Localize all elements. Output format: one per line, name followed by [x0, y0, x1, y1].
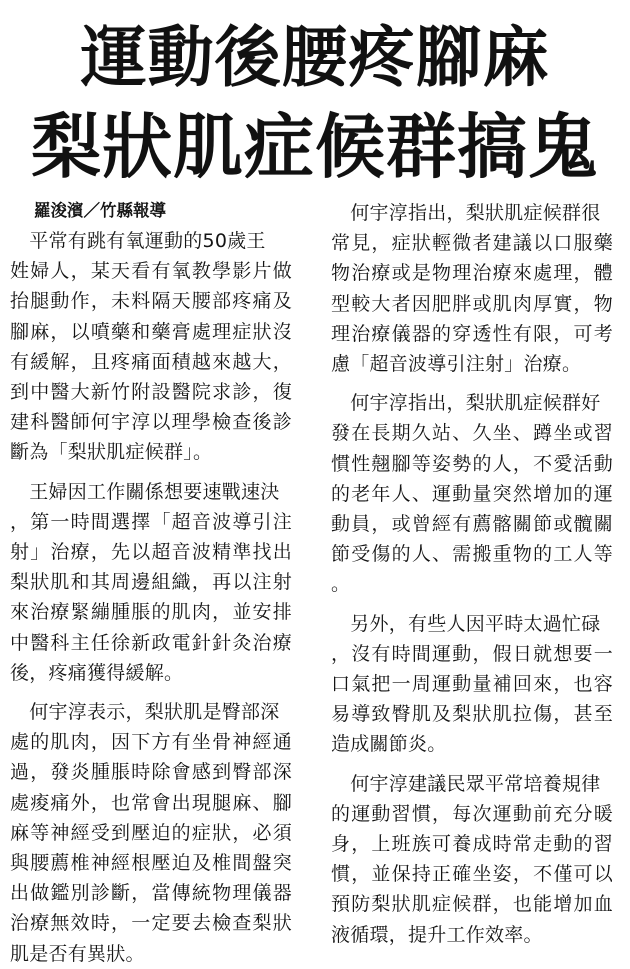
paragraph-line: 有緩解，且疼痛面積越來越大， — [10, 350, 292, 373]
paragraph-line: 處的肌肉，因下方有坐骨神經通 — [10, 731, 292, 754]
paragraph — [331, 388, 613, 599]
article-column-right — [331, 198, 613, 950]
paragraph-line: 身，上班族可養成時常走動的習 — [331, 833, 613, 856]
paragraph-line: 出做鑑別診斷，當傳統物理儀器 — [10, 882, 292, 905]
paragraph — [331, 609, 613, 760]
paragraph-line: 慣，並保持正確坐姿，不僅可以 — [331, 863, 613, 886]
paragraph-line: 腳麻，以噴藥和藥膏處理症狀沒 — [10, 320, 292, 343]
paragraph-gap — [331, 379, 613, 388]
paragraph-line: 何宇淳指出，梨狀肌症候群很 — [331, 202, 601, 224]
paragraph-gap — [331, 760, 613, 769]
paragraph-line: 王婦因工作關係想要速戰速決 — [10, 480, 280, 503]
paragraph-line: 抬腿動作，未料隔天腰部疼痛及 — [10, 290, 292, 313]
paragraph — [10, 226, 292, 468]
paragraph-line: 治療無效時，一定要去檢查梨狀 — [10, 912, 292, 935]
paragraph-line: 麻等神經受到壓迫的症狀，必須 — [10, 821, 292, 844]
paragraph-line: 後，疼痛獲得緩解。 — [10, 661, 184, 684]
paragraph-line: 射」治療，先以超音波精準找出 — [10, 541, 292, 564]
paragraph-line: 何宇淳表示，梨狀肌是臀部深 — [10, 701, 280, 724]
paragraph-line: 過，發炎腫脹時除會感到臀部深 — [10, 761, 292, 784]
byline: 羅浚濱／竹縣報導 — [34, 201, 166, 220]
paragraph-line: 來治療緊繃腫脹的肌肉，並安排 — [10, 601, 292, 624]
paragraph-line: 與腰薦椎神經根壓迫及椎間盤突 — [10, 852, 292, 875]
paragraph-line: 型較大者因肥胖或肌肉厚實，物 — [331, 292, 613, 315]
paragraph-gap — [10, 468, 292, 477]
paragraph-line: 液循環，提升工作效率。 — [331, 923, 543, 946]
paragraph-line: 到中醫大新竹附設醫院求診，復 — [10, 381, 292, 404]
paragraph-line: 平常有跳有氧運動的50歲王 — [10, 230, 266, 252]
paragraph-line: 慣性翹腳等姿勢的人，不愛活動 — [331, 452, 613, 475]
paragraph-line: 肌是否有異狀。 — [10, 942, 145, 965]
paragraph-line: 姓婦人，某天看有氧教學影片做 — [10, 260, 292, 283]
paragraph-line: 發在長期久站、久坐、蹲坐或習 — [331, 422, 613, 445]
paragraph-line: 何宇淳建議民眾平常培養規律 — [331, 772, 601, 795]
paragraph-line: 中醫科主任徐新政電針針灸治療 — [10, 631, 292, 654]
paragraph — [331, 198, 613, 379]
paragraph — [10, 477, 292, 688]
paragraph — [331, 769, 613, 950]
paragraph-line: 口氣把一周運動量補回來，也容 — [331, 673, 613, 696]
paragraph-line: 理治療儀器的穿透性有限，可考 — [331, 322, 613, 345]
paragraph-line: 。 — [331, 573, 351, 596]
paragraph-line: ，沒有時間運動，假日就想要一 — [331, 642, 613, 665]
paragraph-line: 物治療或是物理治療來處理，體 — [331, 262, 613, 285]
paragraph-line: 另外，有些人因平時太過忙碌 — [331, 612, 601, 635]
paragraph-line: 建科醫師何宇淳以理學檢查後診 — [10, 411, 292, 434]
paragraph-gap — [10, 688, 292, 697]
paragraph-line: 斷為「梨狀肌症候群」。 — [10, 441, 213, 464]
paragraph-line: 預防梨狀肌症候群，也能增加血 — [331, 893, 613, 916]
headline-line-1: 運動後腰疼腳麻 — [80, 19, 550, 96]
paragraph-line: 慮「超音波導引注射」治療。 — [331, 353, 582, 376]
paragraph-line: 的老年人、運動量突然增加的運 — [331, 482, 613, 505]
paragraph-line: 易導致臀肌及梨狀肌拉傷，甚至 — [331, 703, 613, 726]
paragraph-gap — [331, 600, 613, 609]
paragraph-line: 梨狀肌和其周邊組織，再以注射 — [10, 571, 292, 594]
headline-line-2: 梨狀肌症候群搞鬼 — [31, 106, 599, 188]
paragraph-line: 處痠痛外，也常會出現腿麻、腳 — [10, 791, 292, 814]
article-column-left — [10, 198, 292, 969]
paragraph-line: 造成關節炎。 — [331, 733, 447, 756]
paragraph-line: 常見，症狀輕微者建議以口服藥 — [331, 232, 613, 255]
paragraph-line: ，第一時間選擇「超音波導引注 — [10, 510, 292, 533]
paragraph-line: 動員，或曾經有薦髂關節或髖關 — [331, 513, 613, 536]
paragraph-line: 節受傷的人、需搬重物的工人等 — [331, 543, 613, 566]
paragraph-line: 的運動習慣，每次運動前充分暖 — [331, 802, 613, 825]
paragraph-line: 何宇淳指出，梨狀肌症候群好 — [331, 392, 601, 415]
paragraph — [10, 697, 292, 969]
